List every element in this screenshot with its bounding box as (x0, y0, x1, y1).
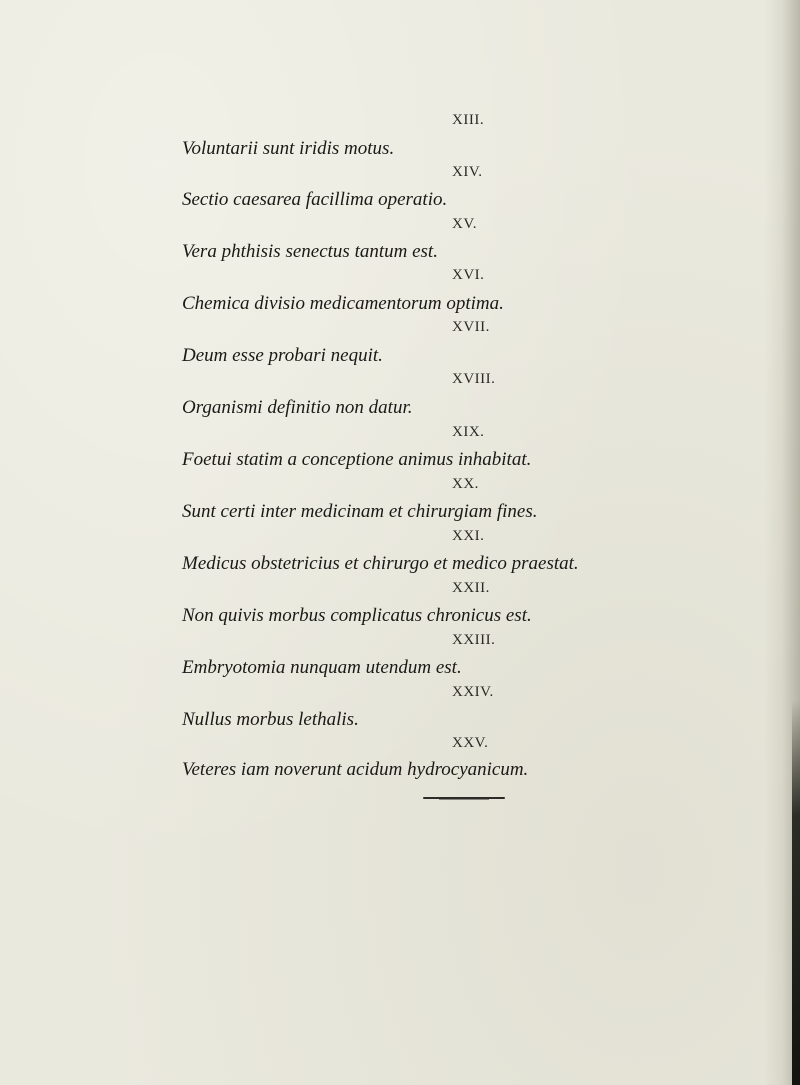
thesis-numeral: XIV. (452, 164, 483, 180)
thesis-text: Embryotomia nunquam utendum est. (182, 657, 462, 678)
thesis-numeral: XXI. (452, 528, 485, 544)
thesis-numeral: XXII. (452, 580, 490, 596)
thesis-text: Deum esse probari nequit. (182, 345, 383, 366)
closing-rule (423, 797, 505, 799)
thesis-text: Voluntarii sunt iridis motus. (182, 138, 395, 159)
thesis-text: Medicus obstetricius et chirurgo et medico praestat. (182, 553, 579, 574)
thesis-text: Vera phthisis senectus tantum est. (182, 241, 438, 262)
thesis-numeral: XVIII. (452, 371, 496, 387)
thesis-text: Sectio caesarea facillima operatio. (182, 189, 448, 210)
page-edge-binding (792, 700, 800, 1085)
thesis-text: Veteres iam noverunt acidum hydrocyanicum. (182, 759, 529, 780)
thesis-numeral: XV. (452, 216, 477, 232)
thesis-numeral: XIII. (452, 112, 485, 128)
thesis-numeral: XIX. (452, 424, 485, 440)
thesis-text: Foetui statim a conceptione animus inhabitat. (182, 449, 532, 470)
thesis-numeral: XXV. (452, 735, 489, 751)
thesis-numeral: XXIV. (452, 684, 494, 700)
thesis-text: Chemica divisio medicamentorum optima. (182, 293, 504, 314)
thesis-text: Non quivis morbus complicatus chronicus est. (182, 605, 532, 626)
thesis-numeral: XVI. (452, 267, 485, 283)
thesis-text: Organismi definitio non datur. (182, 397, 413, 418)
thesis-numeral: XVII. (452, 319, 490, 335)
thesis-text: Nullus morbus lethalis. (182, 709, 359, 730)
thesis-numeral: XX. (452, 476, 479, 492)
thesis-numeral: XXIII. (452, 632, 496, 648)
thesis-text: Sunt certi inter medicinam et chirurgiam fines. (182, 501, 538, 522)
